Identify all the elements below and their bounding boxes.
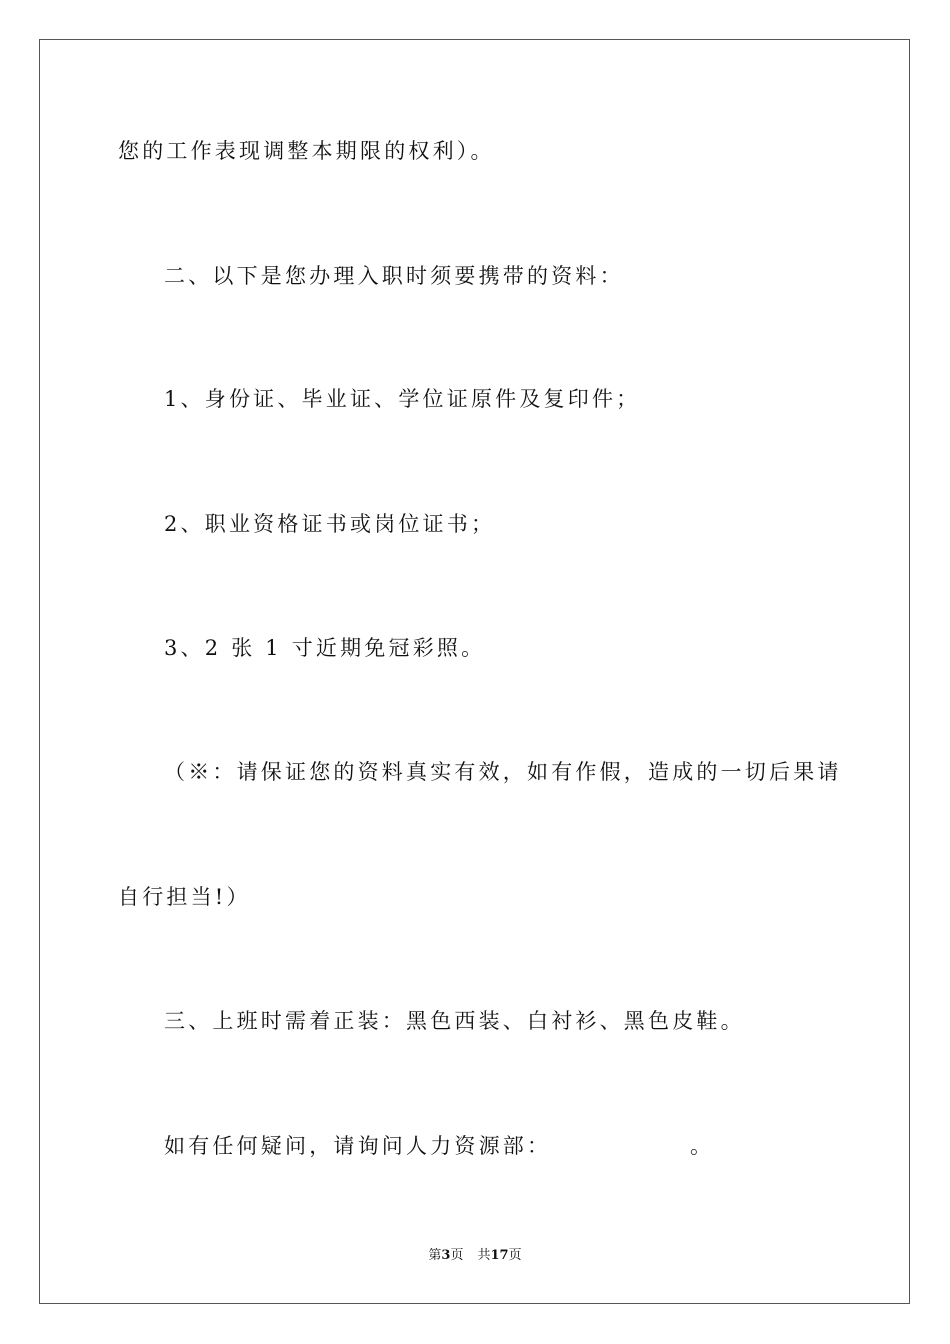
paragraph-line: 您的工作表现调整本期限的权利）。 (118, 139, 495, 163)
list-item: 2、职业资格证书或岗位证书； (164, 512, 496, 536)
footer-total-unit: 页 (508, 1248, 522, 1263)
list-item: 1、身份证、毕业证、学位证原件及复印件； (164, 387, 641, 411)
contact-line-end: 。 (690, 1134, 715, 1158)
page-border (39, 39, 910, 1304)
footer-total-prefix: 共 (477, 1248, 491, 1263)
footer-page-current: 3 (441, 1248, 451, 1263)
note-line: （※：请保证您的资料真实有效，如有作假，造成的一切后果请 (164, 760, 842, 784)
section-two-heading: 二、以下是您办理入职时须要携带的资料： (164, 264, 624, 288)
note-line-continued: 自行担当!） (118, 885, 251, 909)
contact-line: 如有任何疑问，请询问人力资源部： (164, 1134, 552, 1158)
list-item: 3、2 张 1 寸近期免冠彩照。 (164, 636, 486, 660)
footer-page-unit: 页 (450, 1248, 464, 1263)
footer-page-total: 17 (490, 1248, 509, 1263)
footer-page-prefix: 第 (428, 1248, 442, 1263)
section-three-heading: 三、上班时需着正装：黑色西装、白衬衫、黑色皮鞋。 (164, 1009, 745, 1033)
page-footer (0, 1246, 950, 1266)
